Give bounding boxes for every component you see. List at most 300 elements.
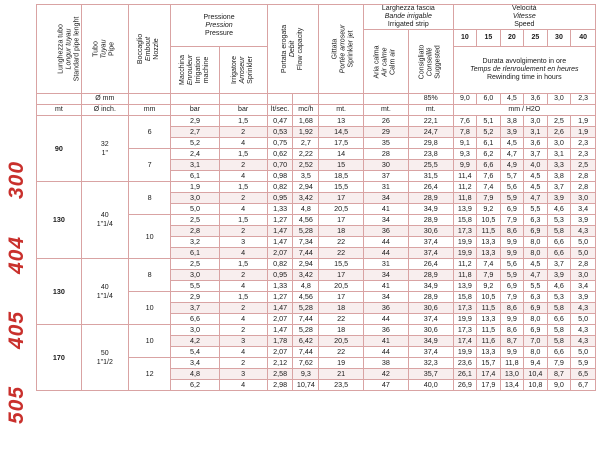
data-cell: 3,9	[571, 292, 596, 303]
speed-30: 30	[547, 30, 571, 47]
data-cell: 2	[219, 160, 267, 171]
data-cell: 38	[364, 358, 409, 369]
data-cell: 14,5	[319, 127, 364, 138]
data-cell: 5,9	[500, 270, 524, 281]
data-cell: 8,7	[547, 369, 571, 380]
data-cell: 7,44	[293, 248, 319, 259]
data-cell: 4,56	[293, 292, 319, 303]
data-cell: 2,3	[571, 149, 596, 160]
data-cell: 40,0	[408, 380, 453, 391]
data-cell: 1,5	[219, 259, 267, 270]
pipe-diameter-text: 32	[100, 140, 109, 148]
nozzle-size-cell: 8	[128, 259, 171, 292]
speed-factor: 9,0	[453, 94, 477, 105]
data-cell: 44	[364, 347, 409, 358]
data-cell: 1,5	[219, 215, 267, 226]
data-cell: 34	[364, 292, 409, 303]
unit-label: Ø inch.	[81, 105, 128, 116]
data-cell: 5,7	[500, 171, 524, 182]
data-cell: 6,7	[571, 380, 596, 391]
data-cell: 6,6	[547, 347, 571, 358]
pipe-diameter-text: 1"1/2	[96, 358, 113, 366]
data-cell: 4,8	[171, 369, 219, 380]
data-cell: 2,9	[171, 116, 219, 127]
data-cell: 41	[364, 204, 409, 215]
pipe-length-cell: 130	[37, 182, 82, 259]
data-cell: 22,1	[408, 116, 453, 127]
model-sidebar	[0, 0, 36, 450]
pipe-diameter-cell	[81, 259, 128, 325]
data-cell: 6,1	[171, 171, 219, 182]
data-cell: 2,07	[267, 314, 293, 325]
model-label-300: 300	[5, 160, 29, 200]
unit-label: mt.	[408, 105, 453, 116]
data-cell: 20,5	[319, 281, 364, 292]
data-cell: 3,42	[293, 193, 319, 204]
data-cell: 3,9	[547, 193, 571, 204]
data-cell: 4,9	[500, 160, 524, 171]
data-cell: 13,3	[477, 237, 501, 248]
data-cell: 8,6	[500, 303, 524, 314]
data-cell: 26,9	[453, 380, 477, 391]
nozzle-size-cell: 10	[128, 215, 171, 259]
unit-label: mt.	[364, 105, 409, 116]
data-cell: 2	[219, 127, 267, 138]
data-cell: 6,5	[571, 369, 596, 380]
nozzle-size-cell: 10	[128, 292, 171, 325]
data-cell: 20,5	[319, 204, 364, 215]
data-cell: 6,9	[524, 325, 548, 336]
nozzle-size-cell: 7	[128, 149, 171, 182]
data-cell: 4,5	[500, 138, 524, 149]
calm-air-header: Aria calma Air calme Calm air	[364, 30, 409, 94]
data-cell: 13,3	[477, 347, 501, 358]
data-cell: 7,6	[477, 171, 501, 182]
data-cell: 7,62	[293, 358, 319, 369]
data-cell: 4	[219, 380, 267, 391]
data-cell: 9,3	[293, 369, 319, 380]
data-cell: 15,8	[453, 215, 477, 226]
data-cell: 3,0	[171, 270, 219, 281]
pipe-diameter-text: 40	[100, 283, 109, 291]
data-cell: 8,6	[500, 325, 524, 336]
units-row	[37, 105, 596, 116]
data-cell: 4	[219, 248, 267, 259]
data-cell: 41	[364, 336, 409, 347]
data-cell: 5,2	[477, 127, 501, 138]
data-cell: 3,7	[547, 259, 571, 270]
data-cell: 8,0	[524, 314, 548, 325]
data-cell: 4,7	[500, 149, 524, 160]
data-cell: 37,4	[408, 248, 453, 259]
data-cell: 24,7	[408, 127, 453, 138]
data-cell: 4,5	[524, 259, 548, 270]
data-cell: 6,6	[171, 314, 219, 325]
pressure-sprinkler-header: Irrigatore Arroseur Sprinkler	[219, 47, 267, 94]
data-cell: 37,4	[408, 314, 453, 325]
data-cell: 30,6	[408, 303, 453, 314]
data-cell: 28,9	[408, 215, 453, 226]
unit-label: lt/sec.	[267, 105, 293, 116]
data-cell: 2	[219, 270, 267, 281]
data-cell: 21	[319, 369, 364, 380]
data-cell: 2,52	[293, 160, 319, 171]
data-cell: 7,4	[477, 259, 501, 270]
data-cell: 22	[319, 237, 364, 248]
data-cell: 11,5	[477, 226, 501, 237]
suggested-percent: 85%	[408, 94, 453, 105]
data-cell: 0,82	[267, 259, 293, 270]
throw-header: Gittata Portée arroseur Sprinkler jet	[319, 5, 364, 94]
data-cell: 7,9	[500, 292, 524, 303]
data-cell: 2,5	[171, 215, 219, 226]
data-cell: 19	[319, 358, 364, 369]
data-cell: 17,4	[477, 369, 501, 380]
data-cell: 9,0	[547, 380, 571, 391]
diameter-label: Ø mm	[81, 94, 128, 105]
nozzle-header: Boccaglio Embout Nozzle	[128, 5, 171, 94]
data-cell: 42	[364, 369, 409, 380]
data-cell: 17,3	[453, 325, 477, 336]
data-cell: 18	[319, 303, 364, 314]
data-cell: 3,1	[547, 149, 571, 160]
data-cell: 5,5	[524, 281, 548, 292]
data-cell: 2,12	[267, 358, 293, 369]
data-cell: 34,9	[408, 204, 453, 215]
data-cell: 6,9	[500, 281, 524, 292]
data-cell: 34,9	[408, 281, 453, 292]
data-cell: 2,22	[293, 149, 319, 160]
speed-factor: 2,3	[571, 94, 596, 105]
data-cell: 17	[319, 292, 364, 303]
data-cell: 44	[364, 237, 409, 248]
data-cell: 9,9	[500, 347, 524, 358]
speed-header: Velocità Vitesse Speed	[453, 5, 595, 30]
data-cell: 17	[319, 193, 364, 204]
data-cell: 2,5	[171, 259, 219, 270]
data-cell: 11,8	[453, 193, 477, 204]
data-cell: 6,6	[547, 237, 571, 248]
data-cell: 22	[319, 347, 364, 358]
data-cell: 4	[219, 281, 267, 292]
nozzle-size-cell: 6	[128, 116, 171, 149]
data-cell: 4,7	[524, 270, 548, 281]
data-cell: 20,5	[319, 336, 364, 347]
data-cell: 1,27	[267, 215, 293, 226]
data-cell: 5,9	[571, 358, 596, 369]
data-cell: 29	[364, 127, 409, 138]
data-cell: 7,4	[477, 182, 501, 193]
data-cell: 28	[364, 149, 409, 160]
data-cell: 23,6	[453, 358, 477, 369]
data-cell: 19,9	[453, 237, 477, 248]
data-cell: 1,47	[267, 226, 293, 237]
data-cell: 22	[319, 314, 364, 325]
data-cell: 5,8	[547, 325, 571, 336]
data-cell: 1,47	[267, 237, 293, 248]
data-cell: 1,68	[293, 116, 319, 127]
data-cell: 2,94	[293, 259, 319, 270]
data-cell: 4,3	[571, 325, 596, 336]
data-cell: 5,6	[500, 259, 524, 270]
data-cell: 13,0	[500, 369, 524, 380]
data-cell: 35,7	[408, 369, 453, 380]
speed-factor: 4,5	[500, 94, 524, 105]
data-cell: 2	[219, 325, 267, 336]
data-cell: 37	[364, 171, 409, 182]
data-cell: 1,27	[267, 292, 293, 303]
data-cell: 11,4	[453, 171, 477, 182]
model-label-405: 405	[5, 310, 29, 350]
nozzle-size-cell: 12	[128, 358, 171, 391]
data-cell: 4	[219, 138, 267, 149]
data-cell: 3,0	[171, 325, 219, 336]
data-cell: 15,5	[319, 182, 364, 193]
rewinding-header: Durata avvolgimento in ore Temps de rlenroulement en heures Rewinding time in hours	[453, 47, 595, 94]
pipe-length-cell: 170	[37, 325, 82, 391]
data-cell: 11,6	[477, 336, 501, 347]
data-cell: 6,2	[171, 380, 219, 391]
data-cell: 4,3	[571, 303, 596, 314]
data-cell: 1,5	[219, 116, 267, 127]
pipe-diameter-cell	[81, 325, 128, 391]
data-cell: 5,0	[171, 204, 219, 215]
data-cell: 1,47	[267, 325, 293, 336]
data-cell: 1,92	[293, 127, 319, 138]
data-cell: 5,0	[571, 237, 596, 248]
pipe-diameter-text: 1"1/4	[96, 221, 113, 228]
data-cell: 4	[219, 171, 267, 182]
data-cell: 15,5	[319, 259, 364, 270]
data-cell: 3,9	[571, 215, 596, 226]
speed-15: 15	[477, 30, 501, 47]
data-cell: 5,28	[293, 325, 319, 336]
data-cell: 1,33	[267, 204, 293, 215]
data-cell: 10,74	[293, 380, 319, 391]
data-cell: 6,42	[293, 336, 319, 347]
data-cell: 4,5	[524, 171, 548, 182]
data-cell: 6,6	[477, 160, 501, 171]
data-cell: 3,8	[547, 171, 571, 182]
data-cell: 29,8	[408, 138, 453, 149]
data-cell: 8,6	[500, 226, 524, 237]
pipe-length-header: Lunghezza tubo Longur tuyau Standard pipe lenght	[37, 5, 82, 94]
data-cell: 14	[319, 149, 364, 160]
data-cell: 2,8	[571, 171, 596, 182]
data-cell: 7,9	[500, 215, 524, 226]
data-cell: 2,3	[571, 138, 596, 149]
data-cell: 15,7	[477, 358, 501, 369]
data-cell: 36	[364, 226, 409, 237]
unit-label: mm / H2O	[453, 105, 595, 116]
model-label-404: 404	[5, 235, 29, 275]
data-cell: 1,5	[219, 182, 267, 193]
data-cell: 5,5	[524, 204, 548, 215]
data-cell: 5,28	[293, 226, 319, 237]
data-cell: 26	[364, 116, 409, 127]
data-cell: 11,2	[453, 182, 477, 193]
speed-10: 10	[453, 30, 477, 47]
data-cell: 2,7	[171, 127, 219, 138]
data-cell: 26,4	[408, 259, 453, 270]
data-cell: 7,9	[477, 193, 501, 204]
data-cell: 47	[364, 380, 409, 391]
data-cell: 3,0	[571, 193, 596, 204]
pipe-diameter-text: 1"1/4	[96, 292, 113, 300]
data-cell: 19,9	[453, 248, 477, 259]
data-cell: 1,33	[267, 281, 293, 292]
data-cell: 6,6	[547, 248, 571, 259]
data-cell: 13,3	[477, 248, 501, 259]
data-cell: 0,70	[267, 160, 293, 171]
unit-label: bar	[171, 105, 219, 116]
data-cell: 3,0	[547, 138, 571, 149]
data-cell: 2	[219, 303, 267, 314]
data-cell: 18	[319, 226, 364, 237]
data-cell: 7,9	[547, 358, 571, 369]
data-cell: 13,9	[453, 204, 477, 215]
data-cell: 4,3	[571, 336, 596, 347]
data-cell: 0,75	[267, 138, 293, 149]
data-cell: 4,3	[571, 226, 596, 237]
data-cell: 2,9	[171, 292, 219, 303]
performance-table	[36, 4, 596, 391]
unit-label: mm	[128, 105, 171, 116]
data-cell: 6,1	[477, 138, 501, 149]
pipe-diameter-text: 1"	[101, 149, 108, 157]
data-cell: 19,9	[453, 314, 477, 325]
data-cell: 3	[219, 336, 267, 347]
pipe-diameter-cell	[81, 182, 128, 259]
data-cell: 1,9	[571, 127, 596, 138]
data-cell: 10,5	[477, 215, 501, 226]
data-cell: 15	[319, 160, 364, 171]
data-cell: 9,2	[477, 204, 501, 215]
data-cell: 18	[319, 325, 364, 336]
data-cell: 15,8	[453, 292, 477, 303]
data-cell: 0,95	[267, 193, 293, 204]
data-cell: 17	[319, 270, 364, 281]
data-cell: 37,4	[408, 237, 453, 248]
data-cell: 7,8	[453, 127, 477, 138]
table-row	[37, 182, 596, 193]
data-cell: 41	[364, 281, 409, 292]
data-cell: 3,0	[171, 193, 219, 204]
data-cell: 3,7	[171, 303, 219, 314]
data-cell: 30	[364, 160, 409, 171]
data-cell: 34,9	[408, 336, 453, 347]
data-cell: 30,6	[408, 226, 453, 237]
data-cell: 1,9	[571, 116, 596, 127]
data-cell: 5,8	[547, 303, 571, 314]
data-cell: 9,4	[524, 358, 548, 369]
data-cell: 5,9	[500, 193, 524, 204]
data-cell: 3,6	[524, 138, 548, 149]
data-cell: 13,9	[453, 281, 477, 292]
data-cell: 3,0	[571, 270, 596, 281]
data-cell: 6,9	[524, 303, 548, 314]
data-cell: 4,5	[524, 182, 548, 193]
data-cell: 28,9	[408, 193, 453, 204]
data-cell: 8,0	[524, 347, 548, 358]
pipe-diameter-cell	[81, 116, 128, 182]
table-body	[37, 116, 596, 391]
data-cell: 4	[219, 314, 267, 325]
speed-factor: 3,0	[547, 94, 571, 105]
data-cell: 28,9	[408, 270, 453, 281]
data-cell: 0,82	[267, 182, 293, 193]
data-cell: 0,47	[267, 116, 293, 127]
data-cell: 8,0	[524, 237, 548, 248]
data-cell: 7,34	[293, 237, 319, 248]
data-cell: 2,94	[293, 182, 319, 193]
data-cell: 11,2	[453, 259, 477, 270]
pipe-diameter-text: 40	[100, 212, 109, 219]
data-cell: 10,4	[524, 369, 548, 380]
data-cell: 9,2	[477, 281, 501, 292]
speed-20: 20	[500, 30, 524, 47]
data-cell: 9,9	[500, 248, 524, 259]
data-cell: 9,9	[500, 314, 524, 325]
data-cell: 3,1	[524, 127, 548, 138]
data-cell: 3,42	[293, 270, 319, 281]
data-cell: 3,8	[500, 116, 524, 127]
data-cell: 7,44	[293, 347, 319, 358]
data-cell: 11,5	[477, 303, 501, 314]
data-cell: 2,98	[267, 380, 293, 391]
data-cell: 5,3	[547, 215, 571, 226]
data-cell: 2,8	[571, 259, 596, 270]
data-cell: 1,5	[219, 292, 267, 303]
data-cell: 6,3	[524, 292, 548, 303]
data-cell: 11,8	[453, 270, 477, 281]
data-cell: 1,5	[219, 149, 267, 160]
data-cell: 3,5	[293, 171, 319, 182]
data-cell: 17,3	[453, 226, 477, 237]
data-cell: 3	[219, 369, 267, 380]
data-cell: 7,0	[524, 336, 548, 347]
table-row	[37, 259, 596, 270]
data-cell: 2,5	[571, 160, 596, 171]
data-cell: 0,98	[267, 171, 293, 182]
data-cell: 2	[219, 358, 267, 369]
data-cell: 6,1	[171, 248, 219, 259]
unit-label: mt	[37, 105, 82, 116]
data-cell: 2,5	[547, 116, 571, 127]
data-cell: 1,47	[267, 303, 293, 314]
data-cell: 4	[219, 204, 267, 215]
data-cell: 17,3	[453, 303, 477, 314]
data-cell: 5,8	[547, 336, 571, 347]
data-cell: 31	[364, 182, 409, 193]
data-cell: 44	[364, 248, 409, 259]
data-cell: 7,9	[477, 270, 501, 281]
pipe-diameter-text: 50	[100, 349, 109, 357]
data-cell: 2,8	[171, 226, 219, 237]
data-cell: 5,6	[500, 182, 524, 193]
data-cell: 5,3	[547, 292, 571, 303]
data-cell: 26,1	[453, 369, 477, 380]
data-cell: 9,1	[453, 138, 477, 149]
nozzle-size-cell: 10	[128, 325, 171, 358]
table-row	[37, 325, 596, 336]
data-cell: 4,2	[171, 336, 219, 347]
data-cell: 17,4	[453, 336, 477, 347]
data-cell: 2,58	[267, 369, 293, 380]
data-cell: 30,6	[408, 325, 453, 336]
data-cell: 7,44	[293, 314, 319, 325]
data-cell: 2,07	[267, 347, 293, 358]
